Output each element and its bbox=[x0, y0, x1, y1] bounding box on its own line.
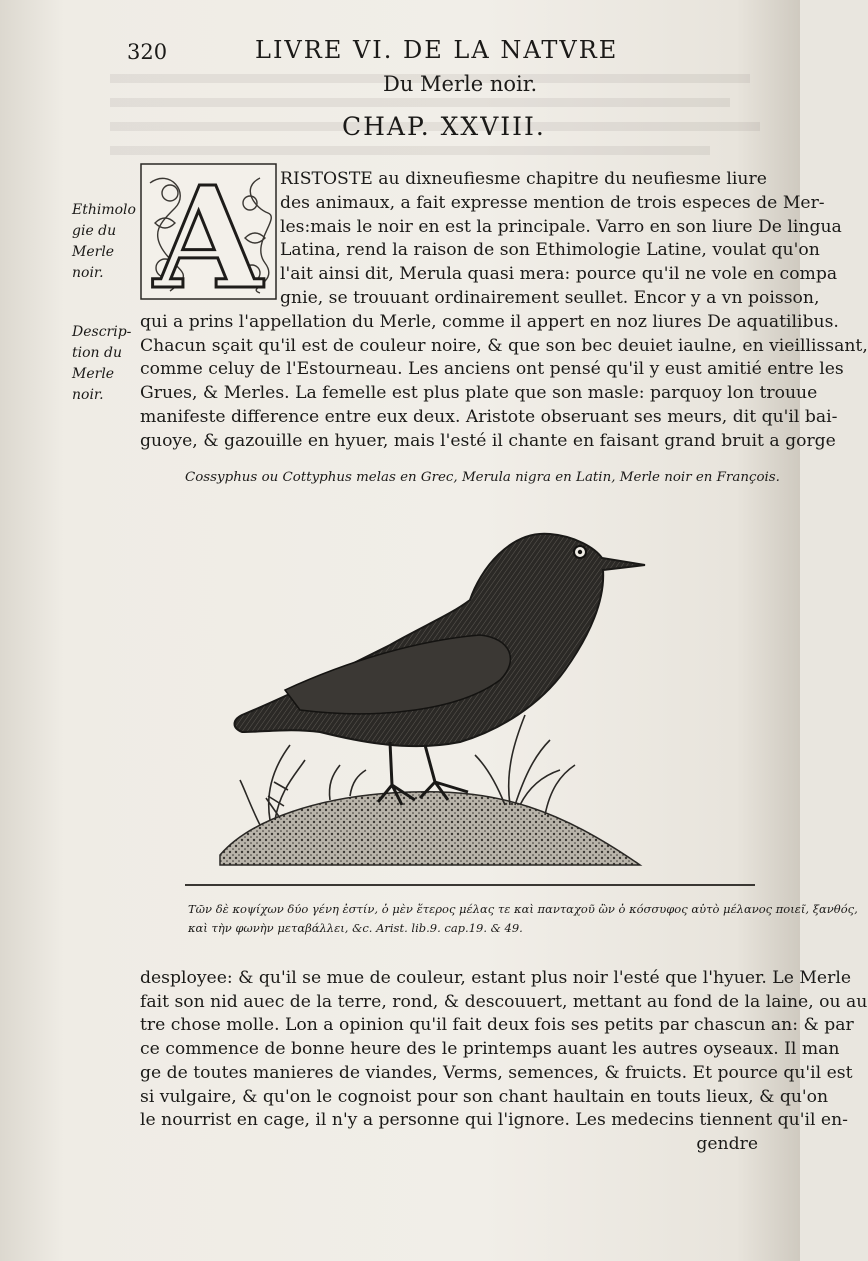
text-line: ge de toutes manieres de viandes, Verms, semences, & fruicts. Et pource qu'il est bbox=[140, 1062, 853, 1083]
greek-quotation bbox=[188, 900, 858, 938]
section-subtitle: Du Merle noir. bbox=[383, 72, 538, 96]
text-line: qui a prins l'appellation du Merle, comme il appert en noz liures De aquatilibus. bbox=[140, 311, 839, 332]
text-line: Grues, & Merles. La femelle est plus plate que son masle: parquoy lon trouue bbox=[140, 383, 818, 404]
text-line: ce commence de bonne heure des le printemps auant les autres oyseaux. Il man bbox=[140, 1039, 840, 1060]
text-line: le nourrist en cage, il n'y a personne qui l'ignore. Les medecins tiennent qu'il en- bbox=[140, 1110, 848, 1131]
paragraph-main-2 bbox=[140, 967, 868, 1157]
text-line: tre chose molle. Lon a opinion qu'il fait deux fois ses petits par chascun an: & par bbox=[140, 1015, 854, 1036]
chapter-heading: CHAP. XXVIII. bbox=[342, 112, 546, 141]
text-line: des animaux, a fait expresse mention de trois especes de Mer- bbox=[280, 192, 825, 213]
text-line: desployee: & qu'il se mue de couleur, estant plus noir l'esté que l'hyuer. Le Merle bbox=[140, 968, 851, 988]
figure-caption: Cossyphus ou Cottyphus melas en Grec, Merula nigra en Latin, Merle noir en François. bbox=[185, 470, 780, 485]
paragraph-main-1 bbox=[140, 168, 868, 454]
text-line-catchword: gendre bbox=[696, 1133, 758, 1154]
text-line: manifeste difference entre eux deux. Aristote obseruant ses meurs, dit qu'il bai- bbox=[140, 406, 838, 427]
margin-note-line: Ethimolo bbox=[72, 202, 136, 218]
greek-line: καὶ τὴν φωνὴν μεταβάλλει, &c. Arist. lib.9. cap.19. & 49. bbox=[188, 921, 523, 935]
blackbird-woodcut bbox=[180, 520, 660, 890]
text-line: si vulgaire, & qu'on le cognoist pour son chant haultain en touts lieux, & qu'on bbox=[140, 1086, 829, 1107]
margin-note-line: Merle bbox=[72, 244, 115, 260]
margin-note-description bbox=[72, 322, 136, 406]
text-line: Chacun sçait qu'il est de couleur noire, & que son bec deuiet iaulne, en vieillissant, bbox=[140, 335, 868, 356]
running-title: LIVRE VI. DE LA NATVRE bbox=[255, 36, 619, 64]
margin-note-line: Descrip- bbox=[72, 324, 132, 340]
margin-note-line: gie du bbox=[72, 223, 117, 239]
text-line: comme celuy de l'Estourneau. Les anciens ont pensé qu'il y eust amitié entre les bbox=[140, 359, 844, 380]
margin-note-etymology bbox=[72, 200, 136, 284]
initial-letter: A bbox=[153, 157, 263, 321]
text-line: RISTOSTE au dixneufiesme chapitre du neufiesme liure bbox=[280, 169, 767, 189]
margin-note-line: tion du bbox=[72, 345, 122, 361]
text-line: l'ait ainsi dit, Merula quasi mera: pource qu'il ne vole en compa bbox=[280, 264, 838, 285]
greek-line: Τῶν δὲ κοψίχων δύο γένη ἐστίν, ὁ μὲν ἕτερος μέλας τε καὶ πανταχοῦ ὢν ὁ κόσσυφος αὐτὸ μέλανος ποιεῖ, ξανθός, bbox=[188, 902, 858, 916]
text-line: guoye, & gazouille en hyuer, mais l'esté il chante en faisant grand bruit a gorge bbox=[140, 430, 836, 451]
page-number: 320 bbox=[127, 40, 168, 64]
text-line: Latina, rend la raison de son Ethimologie Latine, voulat qu'on bbox=[280, 240, 820, 261]
text-line: les:mais le noir en est la principale. Varro en son liure De lingua bbox=[280, 216, 842, 237]
margin-note-line: noir. bbox=[72, 265, 104, 281]
margin-note-line: Merle bbox=[72, 366, 115, 382]
text-line: gnie, se trouuant ordinairement seullet. Encor y a vn poisson, bbox=[280, 287, 820, 308]
margin-note-line: noir. bbox=[72, 387, 104, 403]
text-line: fait son nid auec de la terre, rond, & descouuert, mettant au fond de la laine, ou au bbox=[140, 991, 868, 1012]
figure-rule bbox=[185, 884, 755, 886]
